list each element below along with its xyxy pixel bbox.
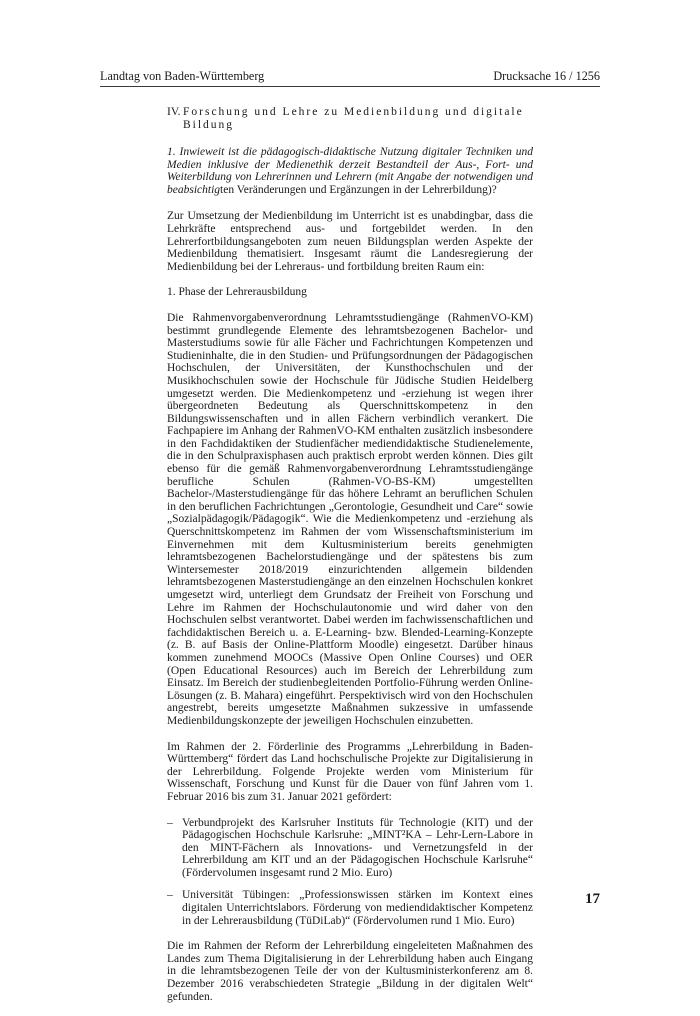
- question-upright: ten Veränderungen und Ergänzungen in der Lehrerbildung)?: [220, 183, 497, 196]
- subheading-phase-1: 1. Phase der Lehrerausbildung: [167, 286, 307, 299]
- list-item: [167, 889, 533, 927]
- section-title: Forschung und Lehre zu Medienbildung und digitale Bildung: [183, 106, 524, 131]
- paragraph-rahmenvo: Die Rahmenvorgabenverordnung Lehramtsstudiengänge (RahmenVO-KM) bestimmt grundlegende Elemente des lehramtsbezogenen Bachelor- und Masterstudiums sowie für alle Fächer und Fachrichtungen Kompetenzen und Studieninhalte, die in den Studien- und Prüfungsordnungen der Pädagogischen Hochschulen, der Universitäten, der Kunsthochschulen und der Musikhochschulen sowie der Hochschule für Jüdische Studien Heidelberg umgesetzt werden. Die Medienkompetenz und -erziehung ist wegen ihrer übergeordneten Bedeutung als Querschnittskompetenz in den Bildungswissenschaften und in allen Fächern verbindlich verankert. Die Fachpapiere im Anhang der RahmenVO-KM enthalten zusätzlich insbesondere in den Fachdidaktiken der Studienfächer mediendidaktische Studienelemente, die in den Schulpraxisphasen auch praktisch erprobt werden können. Dies gilt ebenso für die gemäß Rahmenvorgabenverordnung Lehramtsstudiengänge berufliche Schulen (Rahmen-VO-BS-KM) umgestellten Bachelor-/Masterstudiengänge für das höhere Lehramt an beruflichen Schulen in den beruflichen Fachrichtungen „Gerontologie, Gesundheit und Care“ sowie „Sozialpädagogik/Pädagogik“. Wie die Medienkompetenz und -erziehung als Querschnittskompetenz im Rahmen der vom Wissenschaftsministerium im Einvernehmen mit dem Kultusministerium bereits genehmigten lehramtsbezogenen Bachelorstudiengänge und der spätestens bis zum Wintersemester 2018/2019 einzurichtenden allgemein bildenden lehramtsbezogenen Masterstudiengänge an den einzelnen Hochschulen konkret umgesetzt wird, unterliegt dem Grundsatz der Freiheit von Forschung und Lehre im Rahmen der Hochschulautonomie und wird daher von den Hochschulen selbst verantwortet. Dabei werden im fachwissenschaftlichen und fachdidaktischen Bereich u. a. E-Learning- bzw. Blended-Learning-Konzepte (z. B. auf Basis der Online-Plattform Moodle) eingesetzt. Darüber hinaus kommen zunehmend MOOCs (Massive Open Online Courses) und OER (Open Educational Resources) auch im Bereich der Lehrerbildung zum Einsatz. Im Bereich der studienbegleitenden Portfolio-Führung werden Online-Lösungen (z. B. Mahara) eingeführt. Perspektivisch wird von den Hochschulen angestrebt, bereits umgesetzte Maßnahmen sukzessive in umfassende Medienbildungskonzepte der jeweiligen Hochschulen einzubetten.: [167, 311, 533, 727]
- header-parliament-name: Landtag von Baden-Württemberg: [100, 69, 265, 83]
- page-body: [167, 106, 533, 1016]
- list-item-text: Verbundprojekt des Karlsruher Instituts für Technologie (KIT) und der Pädagogischen Hochschule Karlsruhe: „MINT²KA – Lehr-Lern-Labore in den MINT-Fächern als Innovations- und Vernetzungsfeld in der Lehrerbildung am KIT und an der Pädagogischen Hochschule Karlsruhe“ (Fördervolumen insgesamt rund 2 Mio. Euro): [182, 816, 533, 879]
- dash-marker: –: [167, 816, 173, 829]
- header-document-number: Drucksache 16 / 1256: [493, 69, 600, 83]
- project-list: [167, 817, 533, 928]
- header-divider: [100, 86, 600, 87]
- page-number: 17: [585, 891, 600, 907]
- section-number: IV.: [167, 106, 181, 118]
- paragraph-foerderlinie: Im Rahmen der 2. Förderlinie des Programms „Lehrerbildung in Baden-Württemberg“ fördert das Land hochschulische Projekte zur Digitalisierung in der Lehrerbildung. Folgende Projekte werden vom Ministerium für Wissenschaft, Forschung und Kunst für die Dauer von fünf Jahren vom 1. Februar 2016 bis zum 31. Januar 2021 gefördert:: [167, 740, 533, 803]
- question-text: [167, 146, 533, 196]
- dash-marker: –: [167, 889, 173, 902]
- paragraph-intro: Zur Umsetzung der Medienbildung im Unterricht ist es unabdingbar, dass die Lehrkräfte entsprechend aus- und fortgebildet werden. In den Lehrerfortbildungsangeboten zum neuen Bildungsplan werden Aspekte der Medienbildung thematisiert. Insgesamt räumt die Landesregierung der Medienbildung bei der Lehreraus- und fortbildung breiten Raum ein:: [167, 210, 533, 273]
- section-heading: [167, 106, 533, 132]
- paragraph-kmk-strategy: Die im Rahmen der Reform der Lehrerbildung eingeleiteten Maßnahmen des Landes zum Thema Digitalisierung in der Lehrerbildung haben auch Eingang in die lehramtsbezogenen Teile der von der Kultusministerkonferenz am 8. Dezember 2016 verabschiedeten Strategie „Bildung in der digitalen Welt“ gefunden.: [167, 940, 533, 1003]
- list-item-text: Universität Tübingen: „Professionswissen stärken im Kontext eines digitalen Unterrichtslabors. Förderung von mediendidaktischer Kompetenz in der Lehrerausbildung (TüDiLab)“ (Fördervolumen rund 1 Mio. Euro): [182, 889, 533, 927]
- question-italic: 1. Inwieweit ist die pädagogisch-didaktische Nutzung digitaler Techniken und Medien inklusive der Medienethik derzeit Bestandteil der Aus-, Fort- und Weiterbildung von Lehrerinnen und Lehrern (mit Angabe der notwendigen und beabsichtig: [167, 146, 533, 196]
- running-header: [100, 68, 600, 84]
- list-item: [167, 817, 533, 880]
